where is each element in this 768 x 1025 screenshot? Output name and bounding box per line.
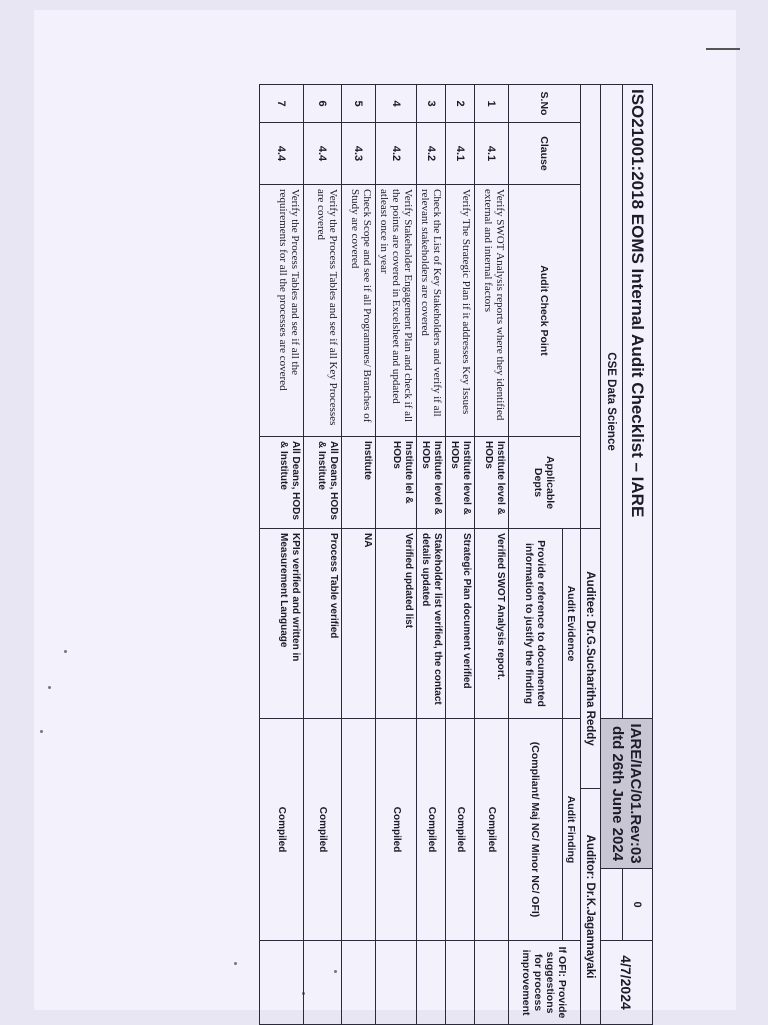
row-ofi-suggestion (475, 941, 509, 1025)
row-sno: 7 (260, 85, 304, 123)
table-row (446, 85, 475, 1025)
document-reference: IARE/IAC/01.Rev:03 dtd 26th June 2024 (601, 719, 653, 869)
row-sno: 6 (304, 85, 342, 123)
scan-speck (40, 730, 43, 733)
row-sno: 3 (417, 85, 446, 123)
people-row (581, 85, 601, 1025)
table-row (304, 85, 342, 1025)
row-clause: 4.1 (475, 123, 509, 185)
scan-speck (48, 686, 51, 689)
row-check-point: Verify SWOT Analysis reports where they identified external and internal factors (475, 185, 509, 437)
row-clause: 4.3 (342, 123, 376, 185)
col-depts: Applicable Depts (509, 437, 581, 529)
row-applicable-depts: Institute (342, 437, 376, 529)
row-check-point: Verify the Process Tables and see if all the requirements for all the processes are covered (260, 185, 304, 437)
col-evidence: Audit Evidence (563, 529, 581, 719)
row-clause: 4.1 (446, 123, 475, 185)
row-applicable-depts: All Deans, HODs & Institute (260, 437, 304, 529)
row-audit-finding: Compiled (376, 719, 417, 941)
row-clause: 4.4 (260, 123, 304, 185)
row-clause: 4.2 (417, 123, 446, 185)
row-ofi-suggestion (304, 941, 342, 1025)
title-row (623, 85, 653, 1025)
document-title: ISO21001:2018 EOMS Internal Audit Checklist – IARE (623, 85, 653, 719)
margin-mark (706, 48, 740, 50)
revision-number: 0 (623, 869, 653, 941)
subtitle-row (601, 85, 623, 1025)
row-check-point: Check the List of Key Stakeholders and verify if all relevant stakeholders are covered (417, 185, 446, 437)
row-ofi-suggestion (376, 941, 417, 1025)
row-audit-finding: Compiled (417, 719, 446, 941)
table-row (260, 85, 304, 1025)
checklist-rows (260, 85, 509, 1025)
auditor-name: Auditor: Dr.K.Jagannayaki (581, 789, 601, 1025)
department-name: CSE Data Science (601, 85, 623, 719)
row-audit-finding: Compiled (304, 719, 342, 941)
row-ofi-suggestion (260, 941, 304, 1025)
col-ofi: If OFI: Provide suggestions for process improvement (509, 941, 581, 1025)
row-audit-finding (342, 719, 376, 941)
table-row (417, 85, 446, 1025)
row-audit-finding: Compiled (475, 719, 509, 941)
col-clause: Clause (509, 123, 581, 185)
row-check-point: Verify Stakeholder Engagement Plan and check if all the points are covered in Excelsheet and updated atleast once in year (376, 185, 417, 437)
row-audit-evidence: Process Table verified (304, 529, 342, 719)
row-audit-evidence: Verified updated list (376, 529, 417, 719)
col-check-point: Audit Check Point (509, 185, 581, 437)
column-header-row (563, 85, 581, 1025)
col-finding-note: (Compliant/ Maj NC/ Minor NC/ OFI) (509, 719, 563, 941)
row-applicable-depts: Institute level & HODs (475, 437, 509, 529)
row-ofi-suggestion (446, 941, 475, 1025)
col-finding: Audit Finding (563, 719, 581, 941)
row-audit-evidence: KPIs verified and written in Measurement Language (260, 529, 304, 719)
table-row (475, 85, 509, 1025)
row-clause: 4.2 (376, 123, 417, 185)
row-applicable-depts: Institute level & HODs (446, 437, 475, 529)
row-sno: 5 (342, 85, 376, 123)
row-applicable-depts: Institute lel & HODs (376, 437, 417, 529)
row-check-point: Verify The Strategic Plan if it addresses Key Issues (446, 185, 475, 437)
row-audit-evidence: Strategic Plan document verified (446, 529, 475, 719)
auditee-name: Auditee: Dr.G.Sucharitha Reddy (581, 529, 601, 789)
checklist-document (183, 84, 653, 1024)
row-sno: 4 (376, 85, 417, 123)
row-ofi-suggestion (417, 941, 446, 1025)
row-check-point: Verify the Process Tables and see if all Key Processes are covered (304, 185, 342, 437)
row-applicable-depts: All Deans, HODs & Institute (304, 437, 342, 529)
row-audit-evidence: Verified SWOT Analysis report. (475, 529, 509, 719)
col-sno: S.No (509, 85, 581, 123)
row-applicable-depts: Institute level & HODs (417, 437, 446, 529)
row-audit-evidence: Stakeholder list verified, the contact details updated (417, 529, 446, 719)
row-ofi-suggestion (342, 941, 376, 1025)
row-check-point: Check Scope and see if all Programmes/ Branches of Study are covered (342, 185, 376, 437)
row-audit-finding: Compiled (446, 719, 475, 941)
row-sno: 2 (446, 85, 475, 123)
audit-date: 4/7/2024 (601, 941, 653, 1025)
row-audit-finding: Compiled (260, 719, 304, 941)
table-row (342, 85, 376, 1025)
row-clause: 4.4 (304, 123, 342, 185)
table-row (376, 85, 417, 1025)
scan-speck (64, 650, 67, 653)
row-audit-evidence: NA (342, 529, 376, 719)
row-sno: 1 (475, 85, 509, 123)
audit-checklist-table (259, 84, 653, 1025)
col-evidence-note: Provide reference to documented information to justify the finding (509, 529, 563, 719)
